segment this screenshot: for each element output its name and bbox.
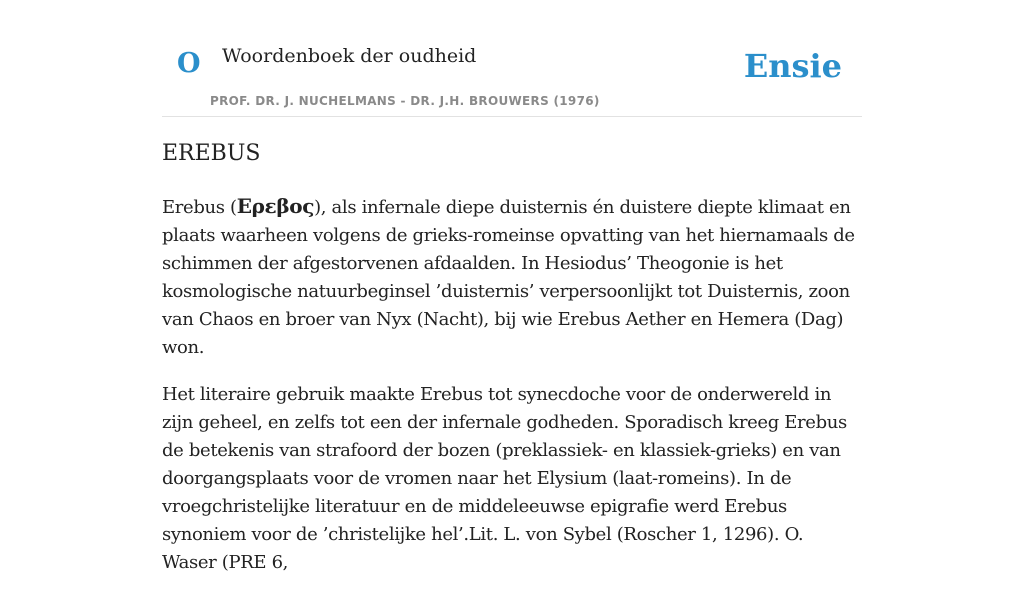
- paragraph-1-start: Erebus (: [162, 197, 237, 218]
- book-title[interactable]: Woordenboek der oudheid: [222, 45, 477, 67]
- entry-title: EREBUS: [162, 141, 261, 166]
- paragraph-2: Het literaire gebruik maakte Erebus tot synecdoche voor de onderwereld in zijn geheel, en zelfs tot een der infernale godheden. Sporadisch kreeg Erebus de betekenis van strafoord der bozen (preklassiek- en klassiek-grieks) en van doorgangsplaats voor de vromen naar het Elysium (laat-romeins). In de vroegchristelijke literatuur en de middeleeuwse epigrafie werd Erebus synoniem voor de ’christelijke hel’.Lit. L. von Sybel (Roscher 1, 1296). O. Waser (PRE 6,: [162, 384, 847, 573]
- paragraph-1: [162, 192, 862, 362]
- header: [162, 0, 862, 117]
- paragraph-1-rest: ), als infernale diepe duisternis én duistere diepte klimaat en plaats waarheen volgens de grieks-romeinse opvatting van het hiernamaals de schimmen der afgestorvenen afdaalden. In Hesiodus’ Theogonie is het kosmologische natuurbeginsel ’duisternis’ verpersoonlijkt tot Duisternis, zoon van Chaos en broer van Nyx (Nacht), bij wie Erebus Aether en Hemera (Dag) won.: [162, 197, 855, 358]
- book-authors: PROF. DR. J. NUCHELMANS - DR. J.H. BROUWERS (1976): [210, 94, 600, 108]
- greek-term: Ερεβος: [236, 194, 315, 218]
- brand-logo[interactable]: Ensie: [743, 47, 842, 85]
- entry-content: [162, 192, 862, 596]
- letter-badge[interactable]: O: [177, 48, 201, 79]
